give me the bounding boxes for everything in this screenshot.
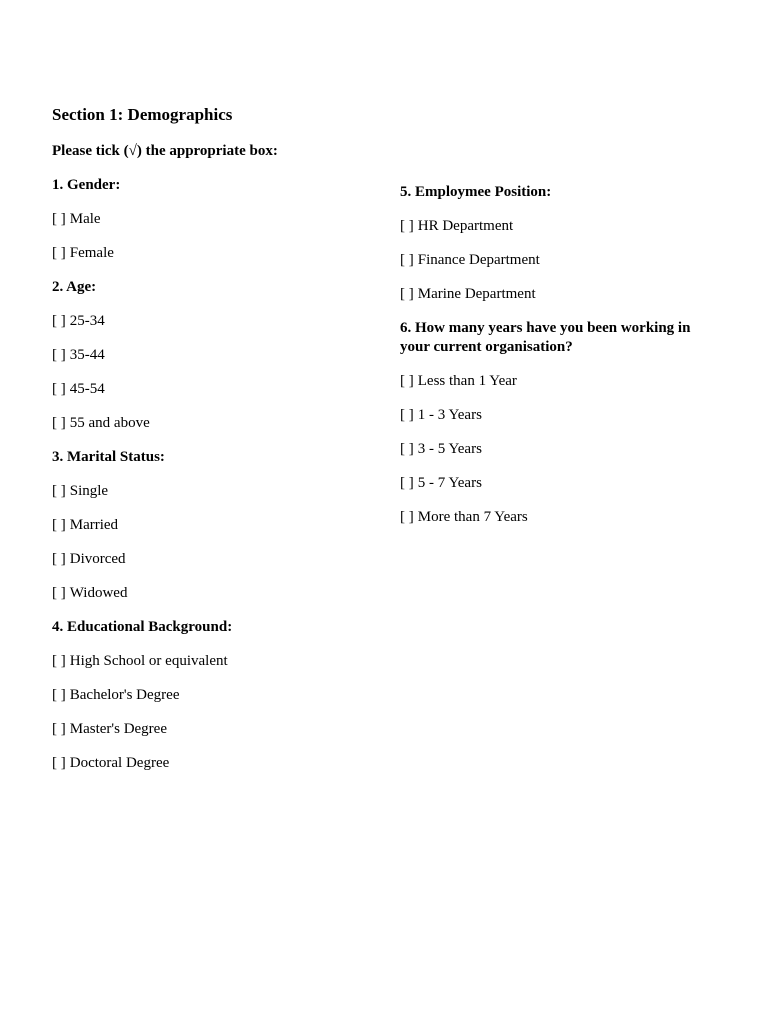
checkbox-icon[interactable]: [ ]: [52, 211, 66, 227]
option-label: 25-34: [69, 313, 105, 329]
option-divorced[interactable]: [52, 550, 372, 584]
question-label: 6. How many years have you been working in your current organisation?: [400, 320, 691, 355]
checkbox-icon[interactable]: [ ]: [400, 509, 414, 525]
option-label: Less than 1 Year: [417, 373, 517, 389]
option-label: 35-44: [69, 347, 105, 363]
option-married[interactable]: [52, 516, 372, 550]
checkbox-icon[interactable]: [ ]: [52, 245, 66, 261]
instruction-text: Please tick (√) the appropriate box:: [52, 143, 278, 159]
option-age-55-above[interactable]: [52, 414, 372, 448]
checkbox-icon[interactable]: [ ]: [52, 415, 66, 431]
right-column: [400, 183, 720, 542]
question-label: 5. Employmee Position:: [400, 184, 552, 200]
option-bachelors[interactable]: [52, 686, 372, 720]
checkbox-icon[interactable]: [ ]: [400, 407, 414, 423]
option-label: 45-54: [69, 381, 105, 397]
option-label: 3 - 5 Years: [417, 441, 482, 457]
option-5-7-years[interactable]: [400, 474, 720, 508]
option-label: HR Department: [417, 218, 514, 234]
option-masters[interactable]: [52, 720, 372, 754]
question-gender: [52, 176, 372, 278]
option-label: Widowed: [69, 585, 128, 601]
option-age-45-54[interactable]: [52, 380, 372, 414]
option-label: High School or equivalent: [69, 653, 228, 669]
question-label: 2. Age:: [52, 279, 97, 295]
option-high-school[interactable]: [52, 652, 372, 686]
option-label: 5 - 7 Years: [417, 475, 482, 491]
checkbox-icon[interactable]: [ ]: [400, 252, 414, 268]
checkbox-icon[interactable]: [ ]: [52, 721, 66, 737]
option-label: Marine Department: [417, 286, 536, 302]
checkbox-icon[interactable]: [ ]: [400, 475, 414, 491]
question-label: 4. Educational Background:: [52, 619, 233, 635]
question-age: [52, 278, 372, 448]
question-label: 1. Gender:: [52, 177, 121, 193]
question-employee-position: [400, 183, 720, 319]
section-title: Section 1: Demographics: [52, 105, 233, 124]
question-label: 3. Marital Status:: [52, 449, 165, 465]
option-finance-department[interactable]: [400, 251, 720, 285]
option-label: Female: [69, 245, 114, 261]
left-column: [52, 176, 372, 788]
checkbox-icon[interactable]: [ ]: [52, 483, 66, 499]
option-female[interactable]: [52, 244, 372, 278]
option-male[interactable]: [52, 210, 372, 244]
checkbox-icon[interactable]: [ ]: [52, 755, 66, 771]
option-label: Finance Department: [417, 252, 540, 268]
option-less-than-1-year[interactable]: [400, 372, 720, 406]
option-label: Married: [69, 517, 119, 533]
option-label: Male: [69, 211, 101, 227]
checkbox-icon[interactable]: [ ]: [52, 551, 66, 567]
option-hr-department[interactable]: [400, 217, 720, 251]
option-age-35-44[interactable]: [52, 346, 372, 380]
question-marital-status: [52, 448, 372, 618]
option-marine-department[interactable]: [400, 285, 720, 319]
checkbox-icon[interactable]: [ ]: [400, 441, 414, 457]
option-single[interactable]: [52, 482, 372, 516]
option-1-3-years[interactable]: [400, 406, 720, 440]
question-years-working: [400, 319, 720, 542]
checkbox-icon[interactable]: [ ]: [52, 347, 66, 363]
option-label: 55 and above: [69, 415, 150, 431]
option-label: Doctoral Degree: [69, 755, 170, 771]
option-label: More than 7 Years: [417, 509, 528, 525]
option-label: Single: [69, 483, 109, 499]
checkbox-icon[interactable]: [ ]: [52, 585, 66, 601]
option-age-25-34[interactable]: [52, 312, 372, 346]
checkbox-icon[interactable]: [ ]: [400, 218, 414, 234]
checkbox-icon[interactable]: [ ]: [52, 517, 66, 533]
checkbox-icon[interactable]: [ ]: [52, 653, 66, 669]
option-label: Bachelor's Degree: [69, 687, 180, 703]
option-widowed[interactable]: [52, 584, 372, 618]
option-label: Master's Degree: [69, 721, 167, 737]
checkbox-icon[interactable]: [ ]: [400, 373, 414, 389]
checkbox-icon[interactable]: [ ]: [52, 381, 66, 397]
question-education: [52, 618, 372, 788]
checkbox-icon[interactable]: [ ]: [52, 687, 66, 703]
checkbox-icon[interactable]: [ ]: [52, 313, 66, 329]
checkbox-icon[interactable]: [ ]: [400, 286, 414, 302]
option-label: Divorced: [69, 551, 126, 567]
option-3-5-years[interactable]: [400, 440, 720, 474]
option-more-than-7-years[interactable]: [400, 508, 720, 542]
option-doctoral[interactable]: [52, 754, 372, 788]
option-label: 1 - 3 Years: [417, 407, 482, 423]
